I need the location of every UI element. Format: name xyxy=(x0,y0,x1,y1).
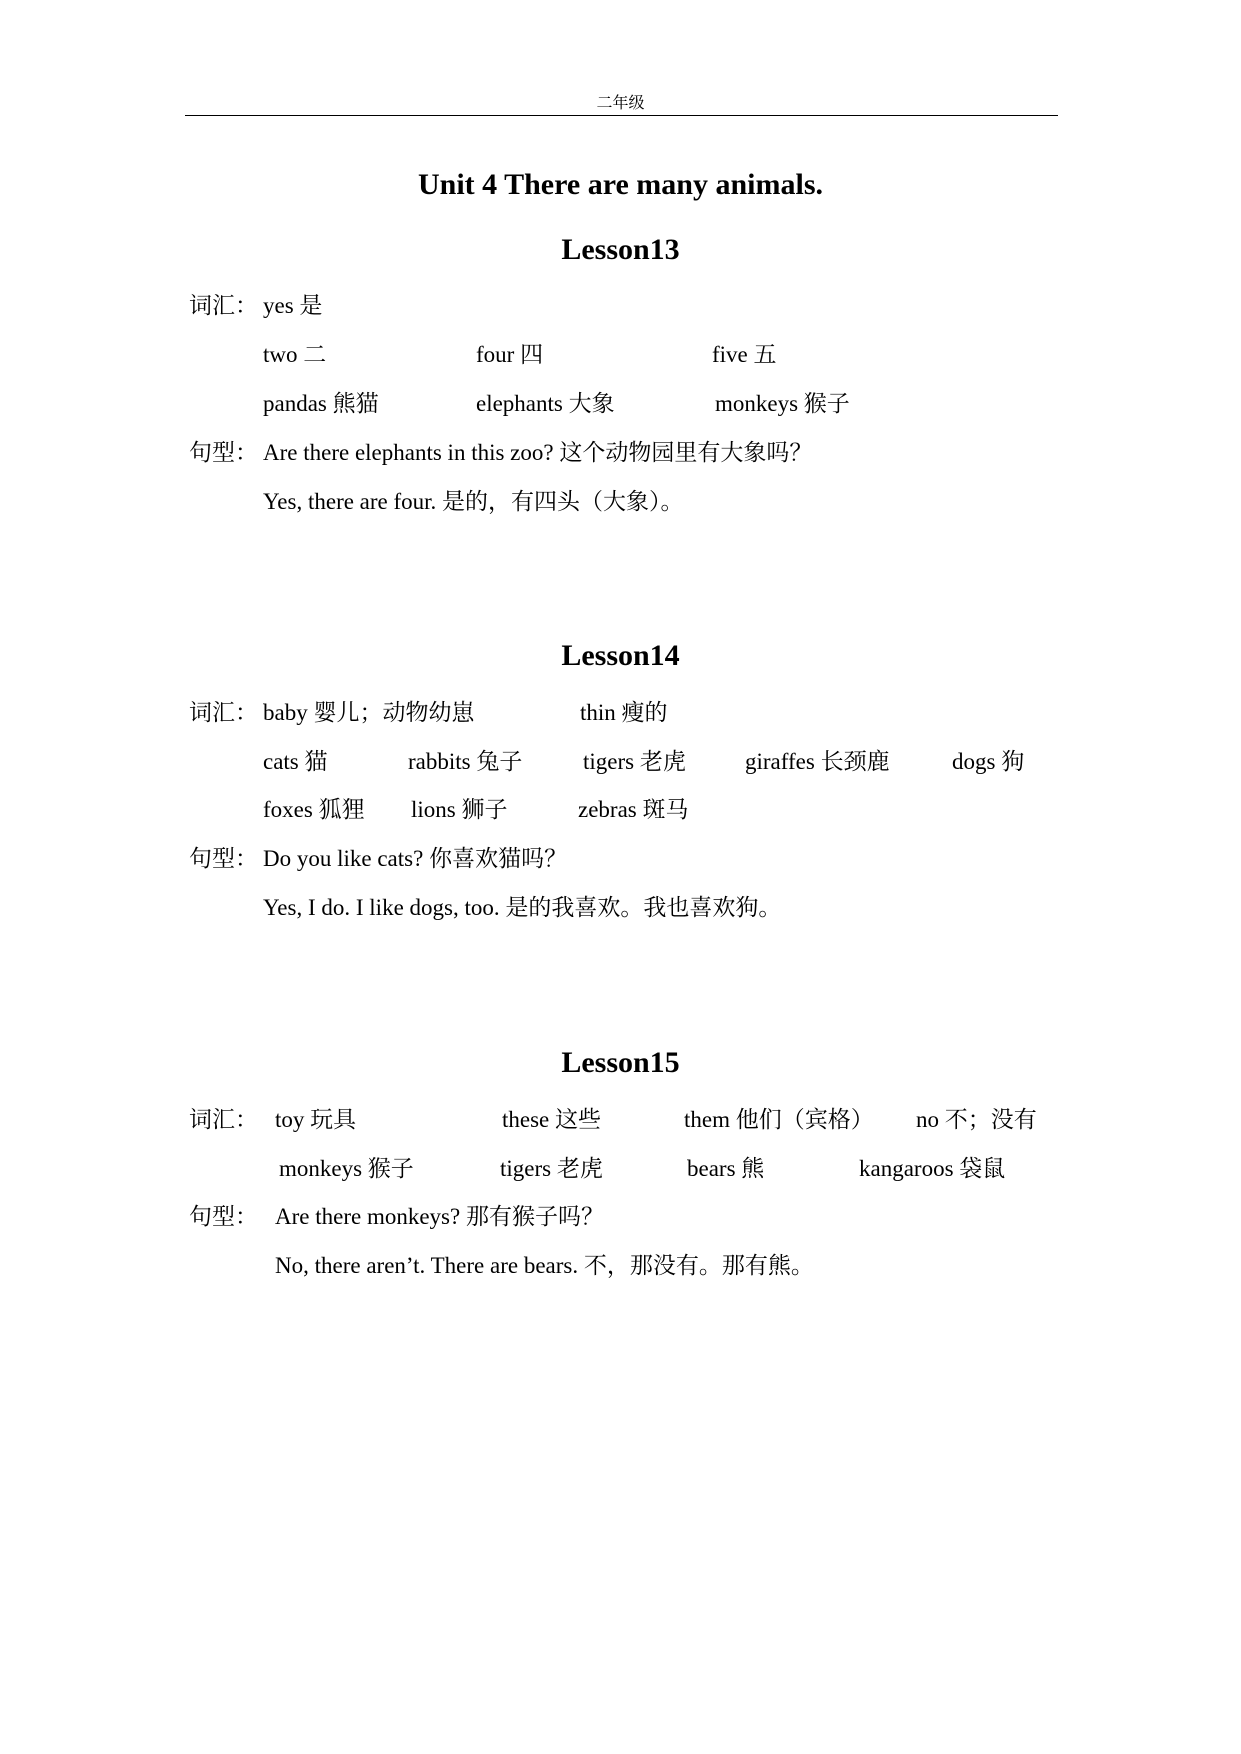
vocab-item: lions 狮子 xyxy=(411,797,508,822)
pattern-label: 句型： xyxy=(189,1204,258,1229)
vocab-item: them 他们（宾格） xyxy=(684,1107,874,1132)
lesson-title: Lesson15 xyxy=(561,1046,680,1079)
vocab-item: five 五 xyxy=(712,342,777,367)
pattern-sentence: Are there elephants in this zoo? 这个动物园里有大象吗？ xyxy=(263,440,813,465)
vocab-item: no 不；没有 xyxy=(916,1107,1037,1132)
vocab-item: bears 熊 xyxy=(687,1156,765,1181)
vocab-item: toy 玩具 xyxy=(275,1107,357,1132)
pattern-label: 句型： xyxy=(189,440,258,465)
pattern-sentence: Yes, there are four. 是的，有四头（大象）。 xyxy=(263,489,684,514)
vocab-label: 词汇： xyxy=(189,700,258,725)
page-header-grade: 二年级 xyxy=(596,93,645,112)
vocab-item: yes 是 xyxy=(263,293,323,318)
vocab-item: rabbits 兔子 xyxy=(408,749,523,774)
header-divider xyxy=(185,115,1058,116)
pattern-sentence: Do you like cats? 你喜欢猫吗？ xyxy=(263,846,568,871)
vocab-label: 词汇： xyxy=(189,293,258,318)
vocab-item: foxes 狐狸 xyxy=(263,797,365,822)
unit-title: Unit 4 There are many animals. xyxy=(417,168,823,201)
pattern-sentence: Are there monkeys? 那有猴子吗？ xyxy=(275,1204,604,1229)
vocab-item: pandas 熊猫 xyxy=(263,391,379,416)
vocab-item: monkeys 猴子 xyxy=(279,1156,414,1181)
pattern-sentence: Yes, I do. I like dogs, too. 是的我喜欢。我也喜欢狗。 xyxy=(263,895,782,920)
vocab-item: tigers 老虎 xyxy=(583,749,686,774)
pattern-label: 句型： xyxy=(189,846,258,871)
vocab-item: thin 瘦的 xyxy=(580,700,668,725)
vocab-item: zebras 斑马 xyxy=(578,797,689,822)
vocab-label: 词汇： xyxy=(189,1107,258,1132)
vocab-item: monkeys 猴子 xyxy=(715,391,850,416)
vocab-item: cats 猫 xyxy=(263,749,328,774)
vocab-item: four 四 xyxy=(476,342,544,367)
vocab-item: tigers 老虎 xyxy=(500,1156,603,1181)
vocab-item: these 这些 xyxy=(502,1107,602,1132)
vocab-item: kangaroos 袋鼠 xyxy=(859,1156,1006,1181)
vocab-item: elephants 大象 xyxy=(476,391,615,416)
vocab-item: giraffes 长颈鹿 xyxy=(745,749,890,774)
vocab-item: baby 婴儿；动物幼崽 xyxy=(263,700,475,725)
vocab-item: two 二 xyxy=(263,342,327,367)
pattern-sentence: No, there aren’t. There are bears. 不，那没有。那有熊。 xyxy=(275,1253,814,1278)
lesson-title: Lesson13 xyxy=(561,233,680,266)
lesson-title: Lesson14 xyxy=(561,639,680,672)
vocab-item: dogs 狗 xyxy=(952,749,1025,774)
